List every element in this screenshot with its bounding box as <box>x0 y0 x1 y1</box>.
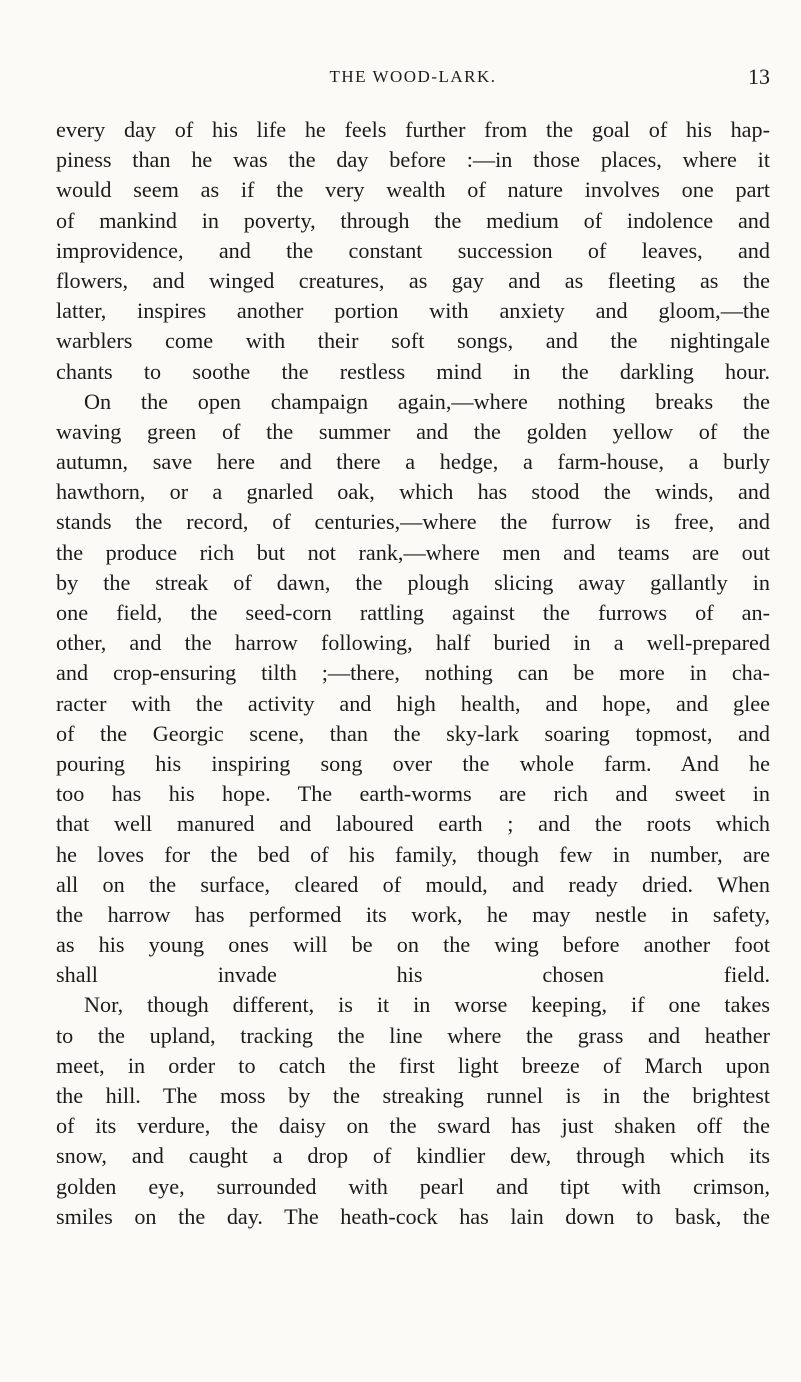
paragraph <box>56 115 770 387</box>
text-line: smiles on the day. The heath-cock has lain down to bask, the <box>56 1203 770 1229</box>
text-line: chants to soothe the restless mind in the darkling hour. <box>56 358 770 384</box>
text-line: flowers, and winged creatures, as gay and as fleeting as the <box>56 267 770 293</box>
body-text <box>56 115 770 1232</box>
text-line: of mankind in poverty, through the medium of indolence and <box>56 207 770 233</box>
text-line: meet, in order to catch the first light breeze of March upon <box>56 1052 770 1078</box>
text-line: the hill. The moss by the streaking runnel is in the brightest <box>56 1083 770 1108</box>
text-line: that well manured and laboured earth ; and the roots which <box>56 811 770 837</box>
text-line: by the streak of dawn, the plough slicing away gallantly in <box>56 569 770 595</box>
text-line: snow, and caught a drop of kindlier dew, through which its <box>56 1143 770 1169</box>
text-line: the produce rich but not rank,—where men and teams are out <box>56 539 770 565</box>
text-line: pouring his inspiring song over the whole farm. And he <box>56 750 770 776</box>
text-line: as his young ones will be on the wing before another foot <box>56 932 770 958</box>
text-line: and crop-ensuring tilth ;—there, nothing can be more in cha- <box>56 660 770 686</box>
text-line: piness than he was the day before :—in those places, where it <box>56 147 770 173</box>
running-title: THE WOOD-LARK. <box>329 67 497 86</box>
text-line: to the upland, tracking the line where the grass and heather <box>56 1022 770 1048</box>
text-line: he loves for the bed of his family, though few in number, are <box>56 841 770 867</box>
text-line: of its verdure, the daisy on the sward has just shaken off the <box>56 1113 770 1139</box>
text-line: Nor, though different, is it in worse keeping, if one takes <box>84 992 770 1018</box>
page-header <box>56 62 770 92</box>
text-line: shall invade his chosen field. <box>56 962 770 988</box>
text-line: all on the surface, cleared of mould, and ready dried. When <box>56 871 770 897</box>
text-line: every day of his life he feels further from the goal of his hap- <box>56 117 770 142</box>
text-line: improvidence, and the constant succession of leaves, and <box>56 237 770 263</box>
text-line: autumn, save here and there a hedge, a farm-house, a burly <box>56 449 770 475</box>
text-line: the harrow has performed its work, he may nestle in safety, <box>56 901 770 927</box>
text-line: On the open champaign again,—where nothing breaks the <box>84 388 770 414</box>
text-line: stands the record, of centuries,—where the furrow is free, and <box>56 509 770 535</box>
text-line: warblers come with their soft songs, and the nightingale <box>56 328 770 354</box>
paragraph <box>56 387 770 991</box>
text-line: of the Georgic scene, than the sky-lark soaring topmost, and <box>56 720 770 746</box>
text-line: racter with the activity and high health, and hope, and glee <box>56 690 770 716</box>
text-line: one field, the seed-corn rattling against the furrows of an- <box>56 600 770 625</box>
paragraph <box>56 990 770 1232</box>
text-line: other, and the harrow following, half buried in a well-prepared <box>56 630 770 656</box>
page-number: 13 <box>748 64 770 89</box>
text-line: golden eye, surrounded with pearl and tipt with crimson, <box>56 1173 770 1199</box>
text-line: latter, inspires another portion with anxiety and gloom,—the <box>56 298 770 324</box>
text-line: waving green of the summer and the golden yellow of the <box>56 418 770 444</box>
text-line: would seem as if the very wealth of nature involves one part <box>56 177 770 203</box>
text-line: too has his hope. The earth-worms are rich and sweet in <box>56 781 770 807</box>
text-line: hawthorn, or a gnarled oak, which has stood the winds, and <box>56 479 770 505</box>
